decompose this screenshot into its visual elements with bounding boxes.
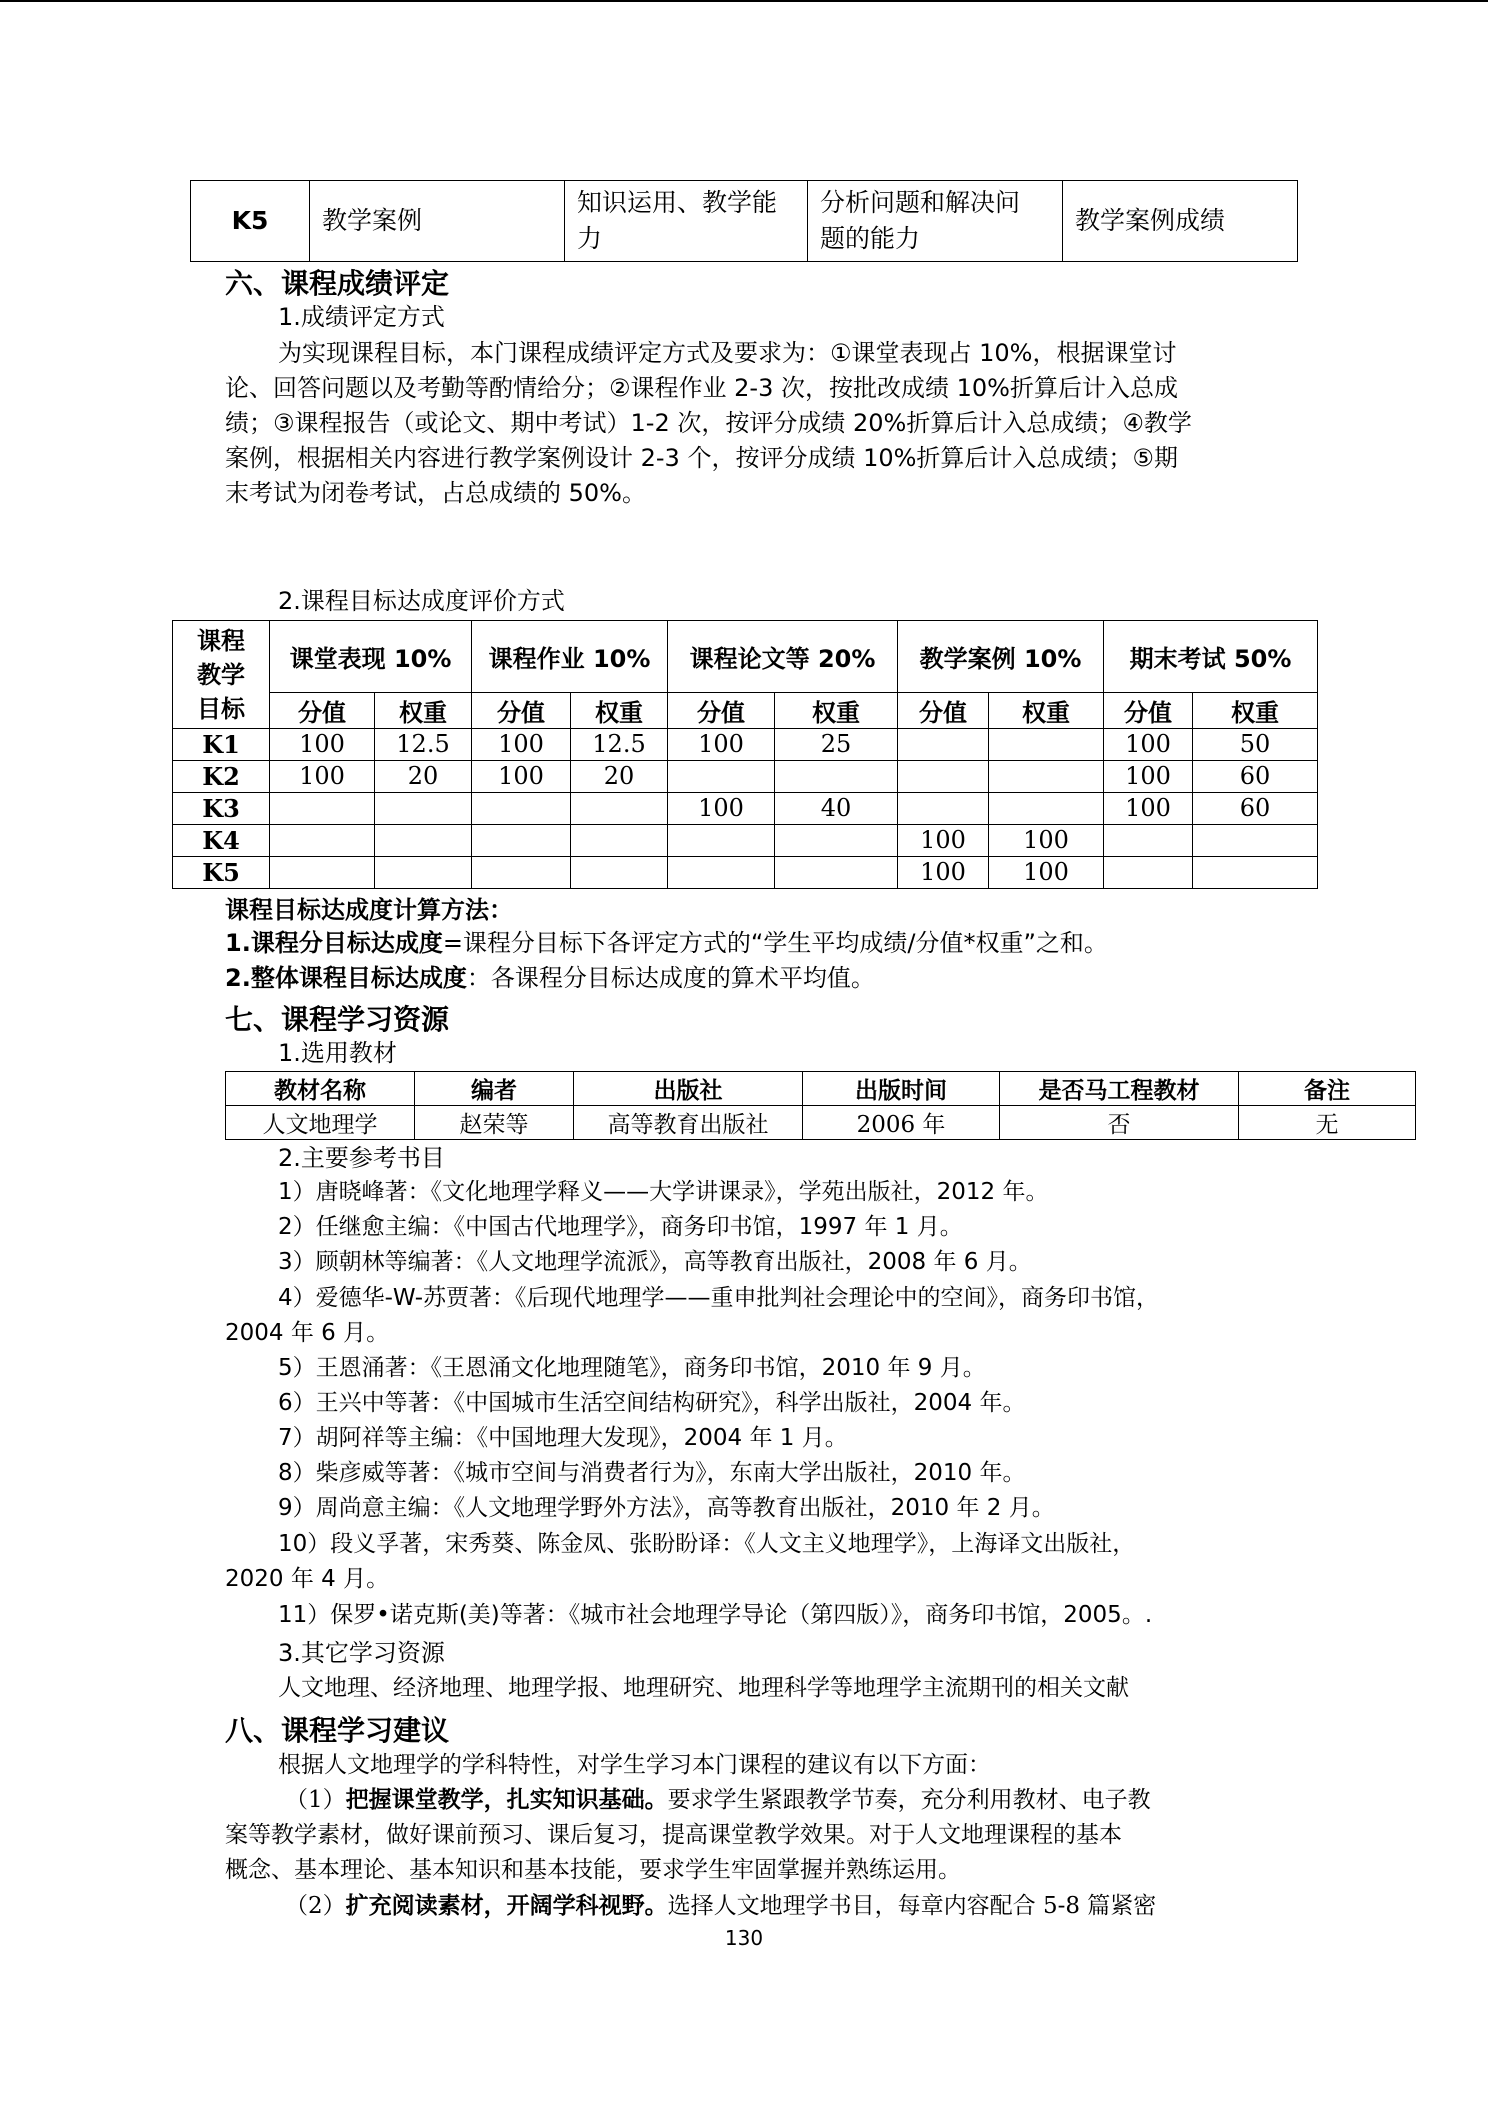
reference-item: 5）王恩涌著：《王恩涌文化地理随笔》，商务印书馆，2010 年 9 月。 bbox=[278, 1355, 986, 1381]
section7-sub3: 3.其它学习资源 bbox=[278, 1639, 445, 1667]
suggestion-1-rest: 要求学生紧跟教学节奏，充分利用教材、电子教 bbox=[667, 1787, 1151, 1813]
sub-header: 分值 bbox=[1104, 693, 1193, 729]
book-cell: 否 bbox=[1000, 1106, 1239, 1140]
score-cell: 100 bbox=[898, 825, 989, 857]
corner-header bbox=[173, 621, 270, 729]
score-cell: 20 bbox=[571, 761, 668, 793]
textbook-table bbox=[225, 1071, 1416, 1140]
top-border bbox=[0, 0, 1488, 2]
page-number: 130 bbox=[724, 1926, 764, 1950]
corner-line: 目标 bbox=[197, 694, 245, 723]
score-cell bbox=[989, 761, 1104, 793]
score-cell: 25 bbox=[775, 729, 898, 761]
table-row bbox=[191, 181, 1298, 262]
score-cell: 100 bbox=[270, 761, 375, 793]
score-cell: 100 bbox=[1104, 761, 1193, 793]
k5-knowledge-line2: 力 bbox=[577, 224, 603, 253]
score-cell bbox=[571, 857, 668, 889]
score-cell bbox=[989, 729, 1104, 761]
section7-sub1: 1.选用教材 bbox=[278, 1039, 397, 1067]
score-cell bbox=[668, 761, 775, 793]
score-cell bbox=[1193, 857, 1318, 889]
sub-header: 权重 bbox=[375, 693, 472, 729]
reference-item: 8）柴彦威等著：《城市空间与消费者行为》，东南大学出版社，2010 年。 bbox=[278, 1460, 1026, 1486]
book-header: 教材名称 bbox=[226, 1072, 415, 1106]
reference-item: 2020 年 4 月。 bbox=[225, 1566, 390, 1592]
score-cell bbox=[898, 729, 989, 761]
score-cell bbox=[571, 793, 668, 825]
score-cell bbox=[1193, 825, 1318, 857]
para-line: 论、回答问题以及考勤等酌情给分；②课程作业 2-3 次，按批改成绩 10%折算后计入总成 bbox=[225, 374, 1178, 402]
score-cell: 12.5 bbox=[571, 729, 668, 761]
score-cell bbox=[375, 857, 472, 889]
suggestion-2-line1 bbox=[225, 1888, 1265, 1924]
table-row bbox=[173, 857, 1318, 889]
calc-line1-bold: 1.课程分目标达成度 bbox=[225, 929, 443, 957]
sub-header: 分值 bbox=[270, 693, 375, 729]
table-row bbox=[173, 761, 1318, 793]
sub-header: 分值 bbox=[898, 693, 989, 729]
group-header: 课程论文等 20% bbox=[668, 621, 898, 693]
score-cell bbox=[668, 857, 775, 889]
section7-title: 七、课程学习资源 bbox=[225, 1003, 450, 1036]
table-row bbox=[226, 1106, 1416, 1140]
section8-intro: 根据人文地理学的学科特性，对学生学习本门课程的建议有以下方面： bbox=[278, 1752, 991, 1778]
calc-line1-rest: =课程分目标下各评定方式的“学生平均成绩/分值*权重”之和。 bbox=[442, 929, 1108, 957]
reference-item: 4）爱德华-W-苏贾著：《后现代地理学——重申批判社会理论中的空间》，商务印书馆， bbox=[278, 1285, 1160, 1311]
suggestion-1-num: （1） bbox=[285, 1787, 346, 1813]
score-cell: 100 bbox=[270, 729, 375, 761]
score-cell: 60 bbox=[1193, 793, 1318, 825]
section8-title: 八、课程学习建议 bbox=[225, 1714, 450, 1747]
k5-knowledge-line1: 知识运用、教学能 bbox=[577, 188, 778, 217]
objective-code: K2 bbox=[173, 761, 270, 793]
suggestion-1 bbox=[225, 1782, 1265, 1888]
suggestion-1-line2: 案等教学素材，做好课前预习、课后复习，提高课堂教学效果。对于人文地理课程的基本 bbox=[225, 1822, 1122, 1848]
score-cell bbox=[270, 825, 375, 857]
calc-line2-bold: 2.整体课程目标达成度 bbox=[225, 964, 467, 992]
k5-knowledge bbox=[565, 181, 808, 262]
objective-code: K4 bbox=[173, 825, 270, 857]
para-line: 为实现课程目标，本门课程成绩评定方式及要求为：①课堂表现占 10%，根据课堂讨 bbox=[278, 339, 1177, 367]
sub-header: 分值 bbox=[472, 693, 571, 729]
book-cell: 人文地理学 bbox=[226, 1106, 415, 1140]
score-cell bbox=[668, 825, 775, 857]
score-cell bbox=[989, 793, 1104, 825]
corner-line: 教学 bbox=[197, 660, 245, 689]
objective-code: K5 bbox=[173, 857, 270, 889]
reference-item: 2004 年 6 月。 bbox=[225, 1320, 390, 1346]
table-header-row bbox=[226, 1072, 1416, 1106]
reference-item: 10）段义孚著，宋秀葵、陈金凤、张盼盼译：《人文主义地理学》，上海译文出版社， bbox=[278, 1531, 1136, 1557]
k5-ability-line2: 题的能力 bbox=[820, 224, 921, 253]
calc-title: 课程目标达成度计算方法： bbox=[225, 896, 513, 924]
corner-line: 课程 bbox=[197, 626, 245, 655]
reference-item: 7）胡阿祥等主编：《中国地理大发现》，2004 年 1 月。 bbox=[278, 1425, 848, 1451]
k5-item: 教学案例 bbox=[310, 181, 565, 262]
k5-ability-line1: 分析问题和解决问 bbox=[820, 188, 1021, 217]
score-cell bbox=[1104, 825, 1193, 857]
group-header: 期末考试 50% bbox=[1104, 621, 1318, 693]
book-header: 编者 bbox=[415, 1072, 574, 1106]
section6-title: 六、课程成绩评定 bbox=[225, 267, 450, 300]
suggestion-2-rest: 选择人文地理学书目，每章内容配合 5-8 篇紧密 bbox=[667, 1893, 1157, 1919]
sub-header: 权重 bbox=[571, 693, 668, 729]
score-cell bbox=[472, 793, 571, 825]
score-cell: 100 bbox=[472, 761, 571, 793]
score-cell bbox=[472, 825, 571, 857]
group-header: 课堂表现 10% bbox=[270, 621, 472, 693]
score-cell bbox=[270, 857, 375, 889]
score-cell: 100 bbox=[989, 825, 1104, 857]
score-cell bbox=[375, 825, 472, 857]
para-line: 绩；③课程报告（或论文、期中考试）1-2 次，按评分成绩 20%折算后计入总成绩；④教学 bbox=[225, 409, 1192, 437]
score-cell: 100 bbox=[989, 857, 1104, 889]
score-cell: 50 bbox=[1193, 729, 1318, 761]
other-resources: 人文地理、经济地理、地理学报、地理研究、地理科学等地理学主流期刊的相关文献 bbox=[278, 1675, 1129, 1701]
k5-table bbox=[190, 180, 1298, 262]
suggestion-1-line3: 概念、基本理论、基本知识和基本技能，要求学生牢固掌握并熟练运用。 bbox=[225, 1857, 961, 1883]
score-cell: 100 bbox=[668, 793, 775, 825]
group-header: 课程作业 10% bbox=[472, 621, 668, 693]
table-header-row bbox=[173, 621, 1318, 693]
table-row bbox=[173, 793, 1318, 825]
objective-code: K1 bbox=[173, 729, 270, 761]
book-header: 出版时间 bbox=[803, 1072, 1000, 1106]
score-cell bbox=[898, 761, 989, 793]
suggestion-2-num: （2） bbox=[285, 1893, 346, 1919]
reference-item: 11）保罗•诺克斯(美)等著：《城市社会地理学导论（第四版）》，商务印书馆，2005。. bbox=[278, 1602, 1153, 1628]
score-cell bbox=[375, 793, 472, 825]
book-header: 是否马工程教材 bbox=[1000, 1072, 1239, 1106]
score-cell bbox=[1104, 857, 1193, 889]
section6-sub2: 2.课程目标达成度评价方式 bbox=[278, 587, 565, 615]
score-cell: 100 bbox=[1104, 729, 1193, 761]
score-cell: 60 bbox=[1193, 761, 1318, 793]
reference-item: 9）周尚意主编：《人文地理学野外方法》，高等教育出版社，2010 年 2 月。 bbox=[278, 1495, 1055, 1521]
book-header: 出版社 bbox=[574, 1072, 803, 1106]
score-cell: 40 bbox=[775, 793, 898, 825]
score-cell: 100 bbox=[898, 857, 989, 889]
calc-line2 bbox=[225, 961, 875, 995]
score-cell bbox=[898, 793, 989, 825]
section6-paragraph bbox=[225, 336, 1265, 511]
k5-result: 教学案例成绩 bbox=[1063, 181, 1298, 262]
group-header: 教学案例 10% bbox=[898, 621, 1104, 693]
k5-ability bbox=[808, 181, 1063, 262]
k5-code: K5 bbox=[191, 181, 310, 262]
para-line: 末考试为闭卷考试，占总成绩的 50%。 bbox=[225, 479, 646, 507]
suggestion-1-bold: 把握课堂教学，扎实知识基础。 bbox=[345, 1786, 668, 1813]
sub-header: 权重 bbox=[1193, 693, 1318, 729]
score-cell bbox=[270, 793, 375, 825]
calc-line1 bbox=[225, 926, 1108, 960]
score-cell bbox=[571, 825, 668, 857]
reference-item: 1）唐晓峰著：《文化地理学释义——大学讲课录》，学苑出版社，2012 年。 bbox=[278, 1179, 1049, 1205]
score-cell: 12.5 bbox=[375, 729, 472, 761]
score-cell: 100 bbox=[1104, 793, 1193, 825]
book-cell: 无 bbox=[1239, 1106, 1416, 1140]
objective-code: K3 bbox=[173, 793, 270, 825]
score-cell: 20 bbox=[375, 761, 472, 793]
sub-header: 分值 bbox=[668, 693, 775, 729]
book-header: 备注 bbox=[1239, 1072, 1416, 1106]
section7-sub2: 2.主要参考书目 bbox=[278, 1144, 445, 1172]
score-cell bbox=[472, 857, 571, 889]
suggestion-1-line1 bbox=[225, 1782, 1265, 1818]
suggestion-2 bbox=[225, 1888, 1265, 1924]
para-line: 案例，根据相关内容进行教学案例设计 2-3 个，按评分成绩 10%折算后计入总成绩；⑤期 bbox=[225, 444, 1178, 472]
reference-item: 6）王兴中等著：《中国城市生活空间结构研究》，科学出版社，2004 年。 bbox=[278, 1390, 1026, 1416]
score-cell bbox=[775, 857, 898, 889]
assessment-body bbox=[173, 729, 1318, 889]
book-cell: 高等教育出版社 bbox=[574, 1106, 803, 1140]
suggestion-2-bold: 扩充阅读素材，开阔学科视野。 bbox=[345, 1892, 668, 1919]
sub-header: 权重 bbox=[775, 693, 898, 729]
score-cell bbox=[775, 825, 898, 857]
reference-item: 2）任继愈主编：《中国古代地理学》，商务印书馆，1997 年 1 月。 bbox=[278, 1214, 963, 1240]
section6-sub1: 1.成绩评定方式 bbox=[278, 303, 445, 331]
calc-line2-rest: ：各课程分目标达成度的算术平均值。 bbox=[466, 964, 875, 992]
sub-header: 权重 bbox=[989, 693, 1104, 729]
book-cell: 2006 年 bbox=[803, 1106, 1000, 1140]
assessment-table bbox=[172, 620, 1318, 889]
score-cell: 100 bbox=[668, 729, 775, 761]
score-cell bbox=[775, 761, 898, 793]
reference-item: 3）顾朝林等编著：《人文地理学流派》，高等教育出版社，2008 年 6 月。 bbox=[278, 1249, 1032, 1275]
table-row bbox=[173, 729, 1318, 761]
book-cell: 赵荣等 bbox=[415, 1106, 574, 1140]
table-row bbox=[173, 825, 1318, 857]
table-subheader-row bbox=[173, 693, 1318, 729]
score-cell: 100 bbox=[472, 729, 571, 761]
